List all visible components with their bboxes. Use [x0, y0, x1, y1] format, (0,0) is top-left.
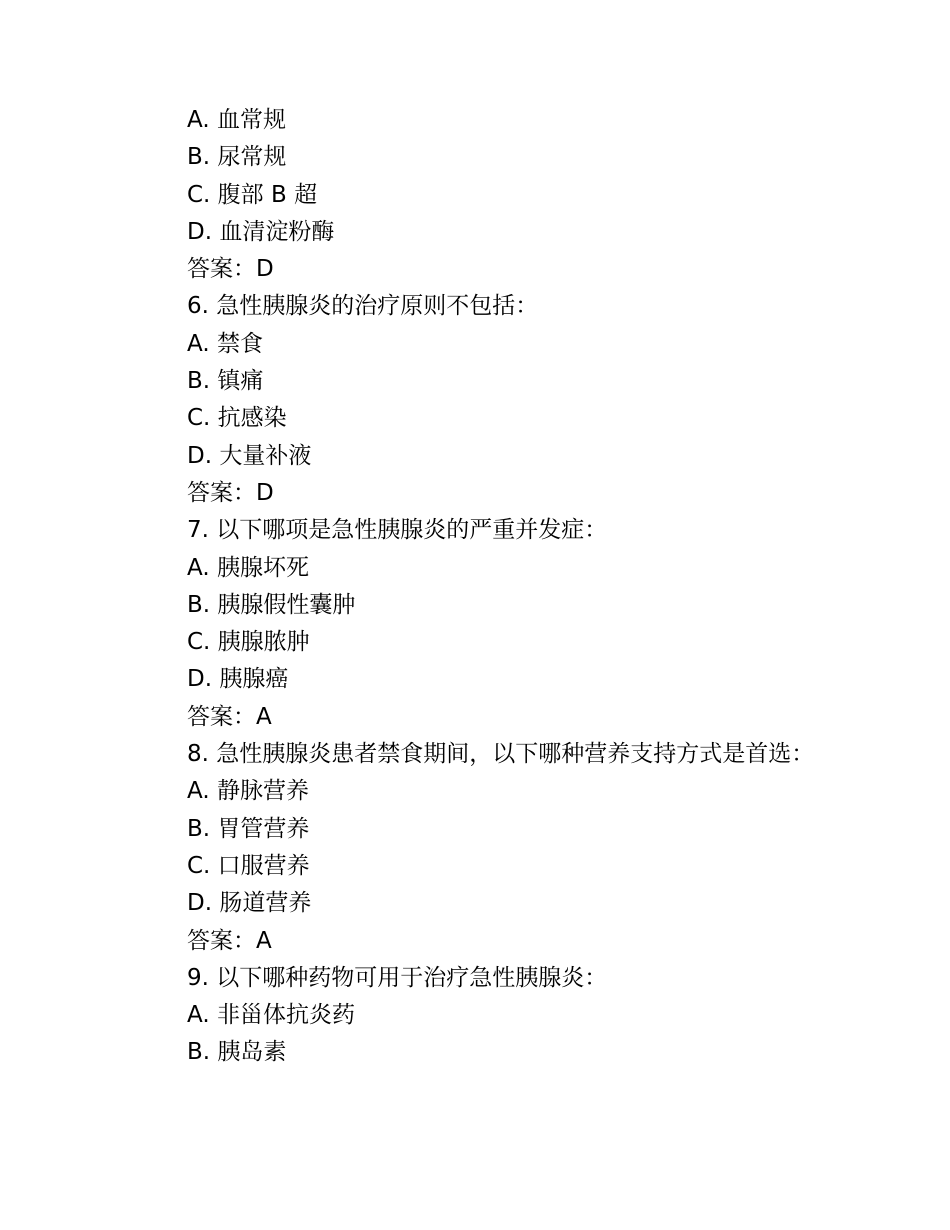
option-c: C. 抗感染	[187, 405, 287, 432]
option-a: A. 胰腺坏死	[187, 554, 309, 581]
question-6: 6. 急性胰腺炎的治疗原则不包括：	[187, 293, 539, 320]
option-a: A. 血常规	[187, 107, 286, 133]
option-c: C. 口服营养	[187, 852, 310, 879]
option-d: D. 胰腺癌	[187, 666, 289, 693]
option-b: B. 尿常规	[187, 144, 287, 171]
option-b: B. 胰岛素	[187, 1039, 287, 1066]
option-c: C. 胰腺脓肿	[187, 629, 310, 656]
answer: 答案：A	[187, 927, 272, 954]
answer: 答案：D	[187, 256, 274, 283]
question-7: 7. 以下哪项是急性胰腺炎的严重并发症：	[187, 517, 608, 544]
option-b: B. 镇痛	[187, 368, 264, 395]
option-d: D. 大量补液	[187, 442, 312, 469]
option-c: C. 腹部 B 超	[187, 181, 318, 208]
option-d: D. 肠道营养	[187, 890, 312, 917]
answer: 答案：D	[187, 479, 274, 506]
question-8: 8. 急性胰腺炎患者禁食期间，以下哪种营养支持方式是首选：	[187, 741, 815, 768]
option-d: D. 血清淀粉酶	[187, 218, 335, 245]
document-body	[140, 102, 820, 1072]
option-a: A. 静脉营养	[187, 778, 309, 805]
option-a: A. 禁食	[187, 330, 263, 357]
option-b: B. 胃管营养	[187, 815, 310, 842]
option-b: B. 胰腺假性囊肿	[187, 591, 356, 618]
question-9: 9. 以下哪种药物可用于治疗急性胰腺炎：	[187, 964, 608, 991]
answer: 答案：A	[187, 703, 272, 730]
option-a: A. 非甾体抗炎药	[187, 1002, 355, 1029]
